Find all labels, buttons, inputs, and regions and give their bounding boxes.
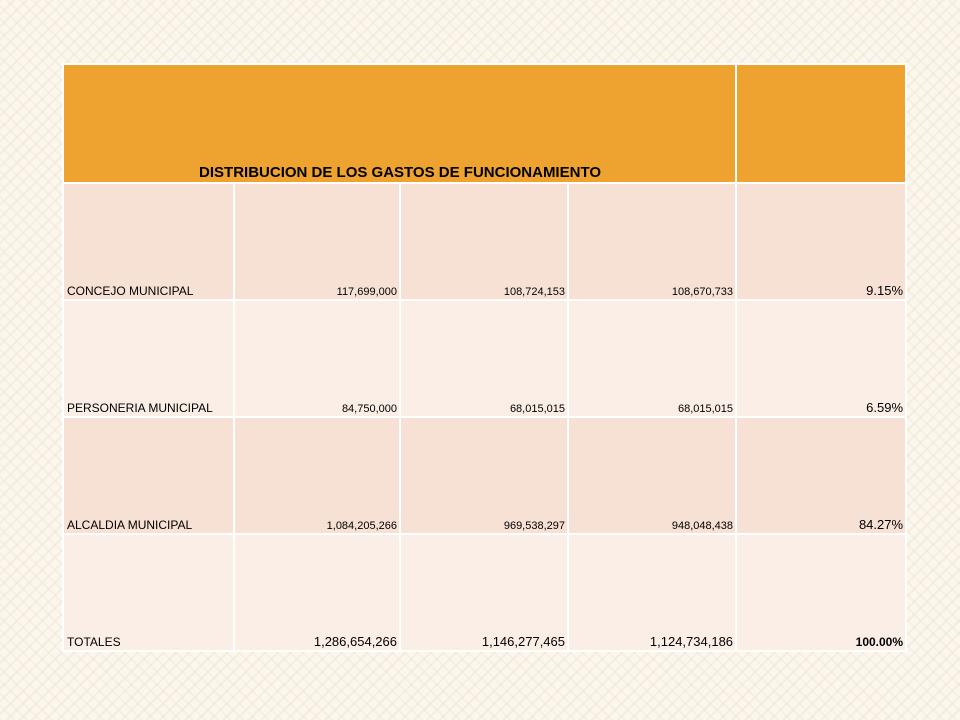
row-label: CONCEJO MUNICIPAL xyxy=(63,183,234,300)
row-value-2: 68,015,015 xyxy=(400,300,568,417)
row-percent: 84.27% xyxy=(736,417,906,534)
row-value-3: 948,048,438 xyxy=(568,417,736,534)
expenses-table xyxy=(62,63,907,652)
totals-percent: 100.00% xyxy=(736,534,906,651)
row-percent: 9.15% xyxy=(736,183,906,300)
table-header-right xyxy=(736,64,906,183)
row-value-2: 969,538,297 xyxy=(400,417,568,534)
row-label: PERSONERIA MUNICIPAL xyxy=(63,300,234,417)
row-value-3: 68,015,015 xyxy=(568,300,736,417)
table-row xyxy=(63,183,906,300)
row-value-1: 1,084,205,266 xyxy=(234,417,400,534)
totals-label: TOTALES xyxy=(63,534,234,651)
row-value-3: 108,670,733 xyxy=(568,183,736,300)
totals-value-1: 1,286,654,266 xyxy=(234,534,400,651)
table-row xyxy=(63,417,906,534)
table-row xyxy=(63,300,906,417)
totals-value-3: 1,124,734,186 xyxy=(568,534,736,651)
row-value-2: 108,724,153 xyxy=(400,183,568,300)
totals-row xyxy=(63,534,906,651)
row-value-1: 84,750,000 xyxy=(234,300,400,417)
table-title: DISTRIBUCION DE LOS GASTOS DE FUNCIONAMIENTO xyxy=(63,64,736,183)
row-value-1: 117,699,000 xyxy=(234,183,400,300)
row-percent: 6.59% xyxy=(736,300,906,417)
row-label: ALCALDIA MUNICIPAL xyxy=(63,417,234,534)
totals-value-2: 1,146,277,465 xyxy=(400,534,568,651)
table-header-row xyxy=(63,64,906,183)
